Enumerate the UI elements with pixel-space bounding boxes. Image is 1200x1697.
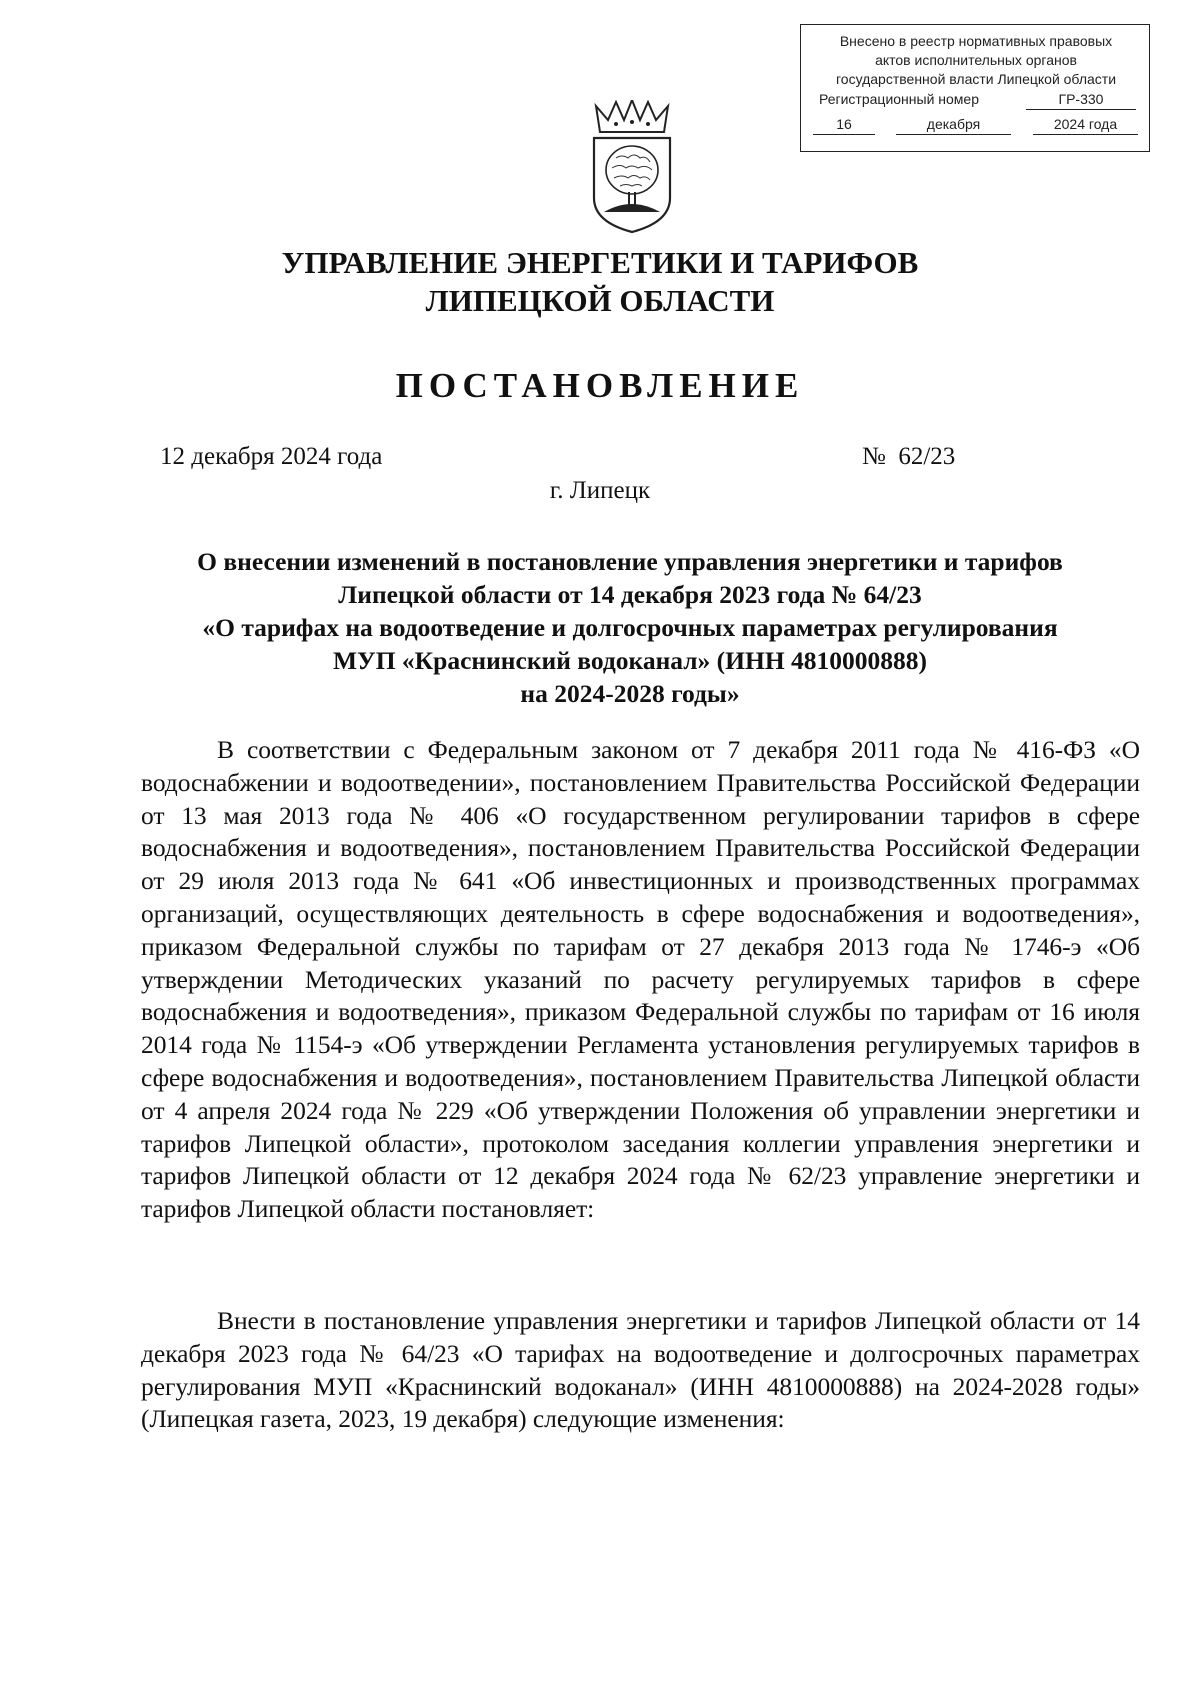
stamp-reg-number: ГР-330 (1026, 90, 1136, 110)
number-label: № (862, 443, 886, 470)
stamp-line-1: Внесено в реестр нормативных правовых (839, 33, 1113, 49)
body-paragraph-2: Внести в постановление управления энергетики и тарифов Липецкой области от 14 декабря 2023 года № 64/23 «О тарифах на водоотведение и долгосрочных параметрах регулирования МУП «Краснинский водоканал» (ИНН 4810000888) на 2024-2028 годы» (Липецкая газета, 2023, 19 декабря) следующие изменения: (141, 1306, 1140, 1434)
subject-line-4: МУП «Краснинский водоканал» (ИНН 4810000888) (332, 646, 928, 675)
stamp-line-2: актов исполнительных органов (875, 52, 1077, 68)
authority-name-line-2: ЛИПЕЦКОЙ ОБЛАСТИ (425, 283, 775, 318)
lipetsk-coat-of-arms-icon (586, 100, 678, 234)
stamp-month: декабря (896, 115, 1011, 135)
document-type-heading: ПОСТАНОВЛЕНИЕ (395, 366, 805, 405)
registry-stamp (800, 24, 1150, 152)
subject-line-5: на 2024-2028 годы» (520, 679, 740, 708)
subject-line-2: Липецкой области от 14 декабря 2023 года № 64/23 (338, 580, 922, 609)
document-number (862, 442, 955, 472)
document-city: г. Липецк (549, 477, 651, 504)
stamp-year: 2024 года (1033, 115, 1138, 135)
authority-name-line-1: УПРАВЛЕНИЕ ЭНЕРГЕТИКИ И ТАРИФОВ (281, 245, 919, 280)
document-date: 12 декабря 2024 года (160, 443, 383, 470)
body-paragraph-1: В соответствии с Федеральным законом от 7 декабря 2011 года № 416-ФЗ «О водоснабжении и водоотведении», постановлением Правительства Российской Федерации от 13 мая 2013 года № 406 «О государственном регулировании тарифов в сфере водоснабжения и водоотведения», постановлением Правительства Российской Федерации от 29 июля 2013 года № 641 «Об инвестиционных и производственных программах организаций, осуществляющих деятельность в сфере водоснабжения и водоотведения», приказом Федеральной службы по тарифам от 27 декабря 2013 года № 1746-э «Об утверждении Методических указаний по расчету регулируемых тарифов в сфере водоснабжения и водоотведения», приказом Федеральной службы по тарифам от 16 июля 2014 года № 1154-э «Об утверждении Регламента установления регулируемых тарифов в сфере водоснабжения и водоотведения», постановлением Правительства Липецкой области от 4 апреля 2024 года № 229 «Об утверждении Положения об управлении энергетики и тарифов Липецкой области», протоколом заседания коллегии управления энергетики и тарифов Липецкой области от 12 декабря 2024 года № 62/23 управление энергетики и тарифов Липецкой области постановляет: (141, 735, 1140, 1224)
stamp-reg-label: Регистрационный номер (819, 91, 979, 107)
subject-line-1: О внесении изменений в постановление управления энергетики и тарифов (197, 547, 1063, 576)
stamp-day: 16 (813, 115, 875, 135)
number-value: 62/23 (898, 443, 956, 470)
subject-line-3: «О тарифах на водоотведение и долгосрочных параметрах регулирования (202, 613, 1058, 642)
document-subject (140, 545, 1120, 710)
stamp-line-3: государственной власти Липецкой области (835, 71, 1117, 87)
